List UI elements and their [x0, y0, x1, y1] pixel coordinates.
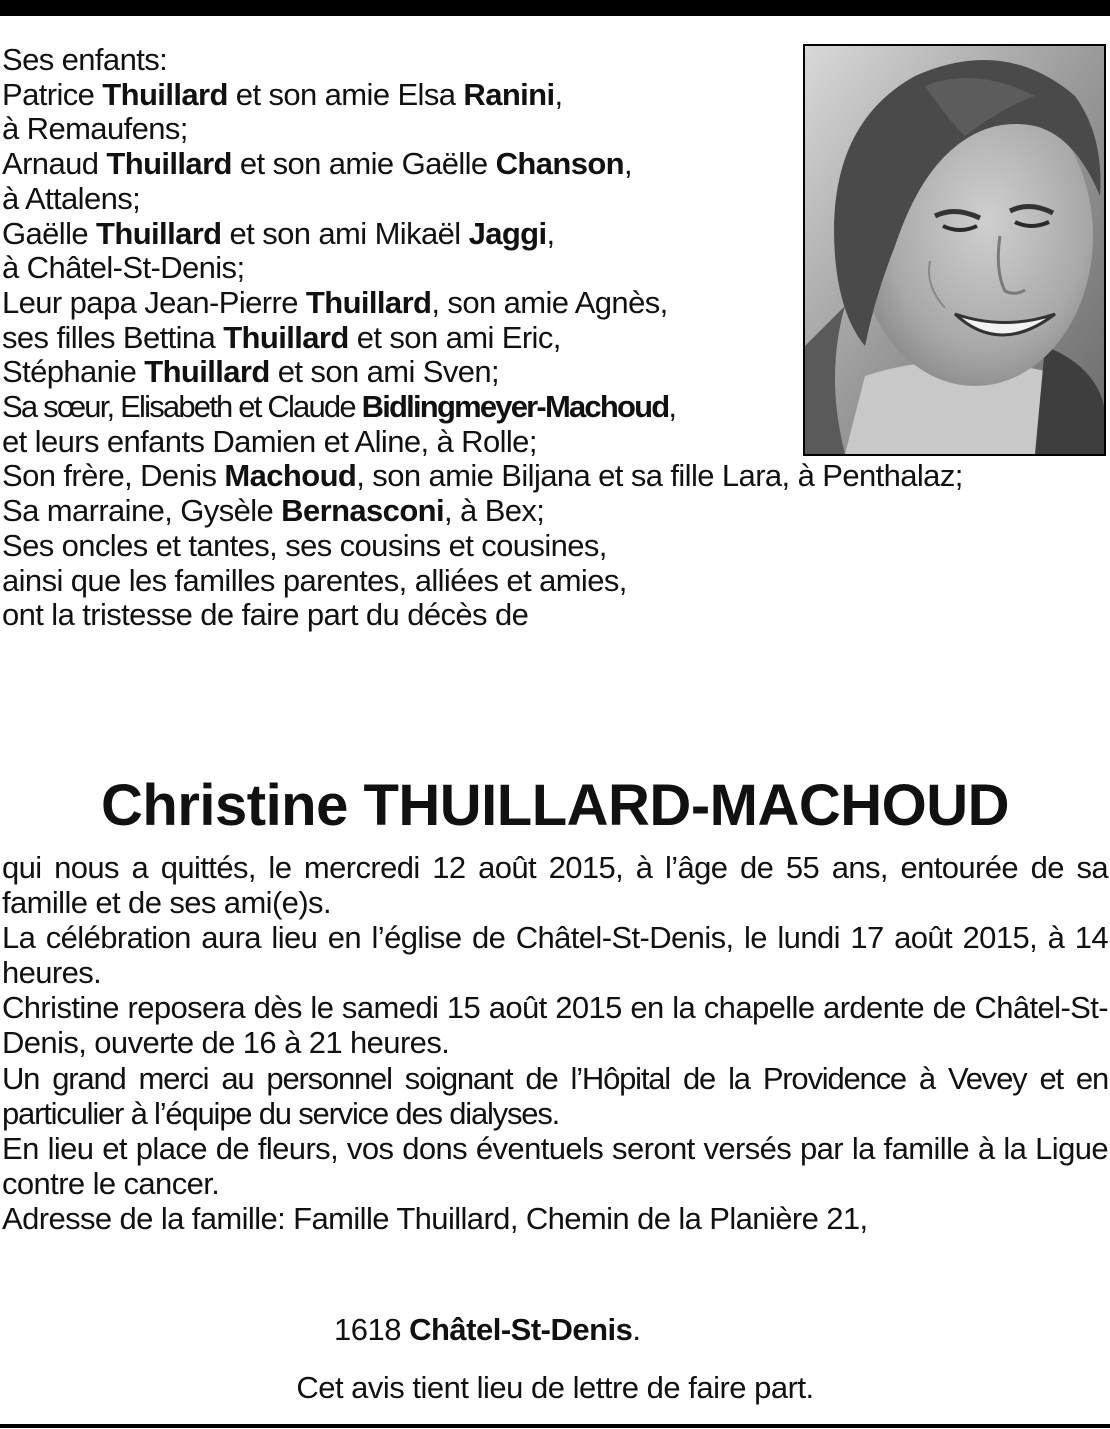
- family-text: Arnaud: [2, 146, 107, 182]
- city: Châtel-St-Denis: [409, 1312, 633, 1347]
- family-text: ses filles Bettina: [2, 319, 224, 355]
- family-surname: Bernasconi: [281, 493, 445, 529]
- top-rule: [0, 0, 1110, 16]
- family-text: Leur papa Jean-Pierre: [2, 284, 306, 320]
- family-surname: Thuillard: [102, 76, 228, 112]
- portrait-photo: [803, 44, 1106, 456]
- postcode: 1618: [334, 1312, 410, 1347]
- family-line: [2, 529, 1108, 564]
- family-text: et son amie Gaëlle: [231, 146, 496, 182]
- family-text: Patrice: [2, 76, 103, 112]
- family-text: , son amie Agnès,: [431, 284, 668, 320]
- family-text: Ses oncles et tantes, ses cousins et cousines,: [2, 527, 607, 563]
- family-surname: Chanson: [495, 146, 625, 182]
- family-text: à Remaufens;: [2, 111, 188, 147]
- paragraph-thanks: Un grand merci au personnel soignant de l’Hôpital de la Providence à Vevey et en particulier à l’équipe du service des dialyses.: [2, 1060, 1108, 1131]
- family-text: et son ami Eric,: [348, 319, 561, 355]
- family-text: et son ami Mikaël: [221, 215, 469, 251]
- family-text: ont la tristesse de faire part du décès de: [2, 597, 529, 633]
- family-text: , son amie Biljana et sa fille Lara, à Penthalaz;: [356, 458, 963, 494]
- family-surname: Jaggi: [468, 215, 547, 251]
- family-text: , à Bex;: [444, 493, 545, 529]
- deceased-name: Christine THUILLARD-MACHOUD: [101, 773, 1009, 838]
- family-text: et leurs enfants Damien et Aline, à Rolle;: [2, 423, 537, 459]
- family-surname: Thuillard: [223, 319, 349, 355]
- family-text: et son amie Elsa: [227, 76, 464, 112]
- address-end: .: [632, 1312, 641, 1347]
- family-text: ,: [668, 389, 676, 425]
- family-surname: Machoud: [224, 458, 357, 494]
- family-line: [2, 459, 1108, 494]
- paragraph-chapel: Christine reposera dès le samedi 15 août 2015 en la chapelle ardente de Châtel-St-Denis, ouverte de 16 à 21 heures.: [2, 990, 1108, 1061]
- family-text: Ses enfants:: [2, 42, 168, 77]
- family-surname: Bidlingmeyer-Machoud: [361, 389, 669, 425]
- closing-note: Cet avis tient lieu de lettre de faire part.: [296, 1370, 814, 1405]
- bottom-rule: [0, 1424, 1110, 1428]
- family-text: Son frère, Denis: [2, 458, 225, 494]
- family-text: à Attalens;: [2, 180, 141, 216]
- family-surname: Thuillard: [96, 215, 222, 251]
- family-surname: Thuillard: [106, 146, 232, 182]
- family-text: ,: [554, 76, 563, 112]
- address-city-line: [334, 1312, 641, 1347]
- paragraph-ceremony: La célébration aura lieu en l’église de Châtel-St-Denis, le lundi 17 août 2015, à 14 heures.: [2, 920, 1108, 991]
- family-text: Stéphanie: [2, 354, 145, 390]
- family-text: et son ami Sven;: [269, 354, 500, 390]
- paragraph-death: qui nous a quittés, le mercredi 12 août 2015, à l’âge de 55 ans, entourée de sa famille et de ses ami(e)s.: [2, 850, 1108, 921]
- family-surname: Thuillard: [144, 354, 270, 390]
- details-text: [2, 850, 1108, 1236]
- family-line: [2, 494, 1108, 529]
- family-text: Sa marraine, Gysèle: [2, 493, 282, 529]
- family-line: [2, 598, 1108, 633]
- family-text: ,: [546, 215, 555, 251]
- family-text: à Châtel-St-Denis;: [2, 250, 245, 286]
- family-line: [2, 564, 1108, 599]
- family-surname: Ranini: [463, 76, 555, 112]
- family-surname: Thuillard: [305, 284, 432, 320]
- family-text: Gaëlle: [2, 215, 97, 251]
- family-text: Sa sœur, Elisabeth et Claude: [2, 389, 362, 425]
- family-text: ,: [624, 146, 633, 182]
- family-text: ainsi que les familles parentes, alliées et amies,: [2, 562, 627, 598]
- paragraph-donations: En lieu et place de fleurs, vos dons éventuels seront versés par la famille à la Ligue contre le cancer.: [2, 1130, 1108, 1201]
- paragraph-address: Adresse de la famille: Famille Thuillard, Chemin de la Planière 21,: [2, 1200, 868, 1236]
